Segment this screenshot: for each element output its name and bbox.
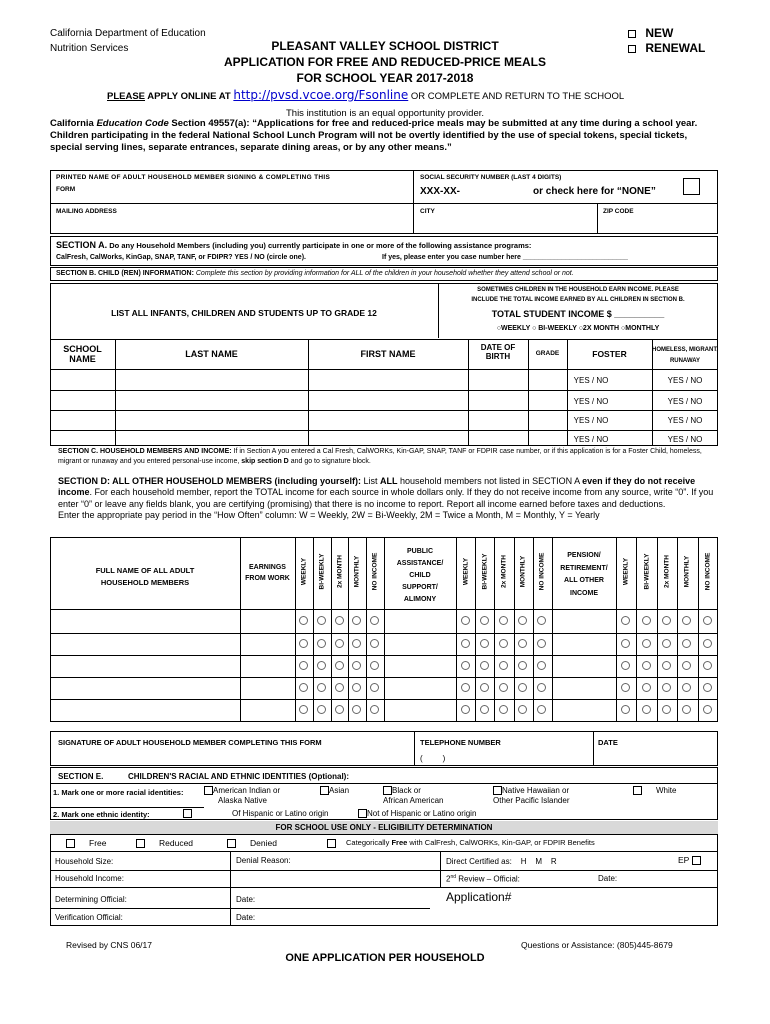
reduced-checkbox[interactable] (136, 839, 145, 848)
pension-freq-radio[interactable] (662, 639, 671, 648)
ed-code-part3: Section 49557(a): “Applications for free and reduced-price meals may be submitted at any time during a school year. Children participating in the federal National School Lunch Program will not be overtly identified by the use of special tokens, special tickets, special serving lines, separate entrances, separate dining areas, or by any other means.” (50, 118, 698, 153)
renewal-label: RENEWAL (645, 41, 706, 55)
pension-freq-radio[interactable] (642, 616, 651, 625)
public-freq-4-label: MONTHLY (519, 555, 527, 588)
reduced-option[interactable]: Reduced (136, 838, 193, 848)
public-freq-radio[interactable] (461, 616, 470, 625)
hawaiian-checkbox[interactable] (493, 786, 502, 795)
pension-freq-radio[interactable] (642, 683, 651, 692)
section-a-programs: CalFresh, CalWorks, KinGap, SNAP, TANF, or FDIPR? YES / NO (circle one). (56, 254, 306, 261)
denial-reason-label: Denial Reason: (236, 856, 291, 865)
free-checkbox[interactable] (66, 839, 75, 848)
ep-option[interactable]: EP (678, 855, 701, 865)
homeless-yesno-3[interactable]: YES / NO (667, 416, 703, 425)
apply-online-line (107, 88, 624, 102)
denied-checkbox[interactable] (227, 839, 236, 848)
child-income-note-1: SOMETIMES CHILDREN IN THE HOUSEHOLD EARN INCOME. PLEASE (477, 287, 679, 293)
section-b-desc: Complete this section by providing information for ALL of the children in your household whether they attend school or not. (193, 270, 574, 277)
section-e-title: SECTION E. (58, 772, 104, 781)
public-freq-radio[interactable] (499, 661, 508, 670)
race-american-indian[interactable]: American Indian or Alaska Native (204, 786, 280, 806)
pension-freq-5-label: NO INCOME (704, 552, 712, 591)
denied-option[interactable]: Denied (227, 838, 277, 848)
earnings-freq-radio[interactable] (335, 639, 344, 648)
printed-name-label: PRINTED NAME OF ADULT HOUSEHOLD MEMBER SIGNING & COMPLETING THIS (56, 174, 331, 181)
foster-yesno-3[interactable]: YES / NO (573, 416, 609, 425)
please-text: PLEASE (107, 91, 146, 102)
race-asian[interactable]: Asian (320, 786, 349, 795)
determining-official-label: Determining Official: (55, 895, 127, 904)
pension-freq-radio[interactable] (662, 661, 671, 670)
printed-name-field[interactable] (58, 193, 408, 203)
earnings-freq-radio[interactable] (317, 661, 326, 670)
pension-freq-radio[interactable] (662, 705, 671, 714)
col-last-name: LAST NAME (185, 349, 238, 359)
child-income-note-2: INCLUDE THE TOTAL INCOME EARNED BY ALL CHILDREN IN SECTION B. (471, 297, 685, 303)
new-checkbox[interactable] (628, 30, 636, 38)
homeless-yesno-2[interactable]: YES / NO (667, 397, 703, 406)
hispanic-label: Of Hispanic or Latino origin (232, 809, 329, 818)
application-title: APPLICATION FOR FREE AND REDUCED-PRICE MEALS (223, 55, 546, 69)
col-first-name: FIRST NAME (360, 349, 416, 359)
school-use-header: FOR SCHOOL USE ONLY - ELIGIBILITY DETERMINATION (275, 823, 493, 832)
zip-label: ZIP CODE (603, 208, 634, 215)
earnings-freq-radio[interactable] (317, 683, 326, 692)
col-school-name: SCHOOL NAME (63, 344, 102, 364)
none-check-label: or check here for “NONE” (533, 186, 656, 197)
school-year: FOR SCHOOL YEAR 2017-2018 (296, 71, 474, 85)
foster-yesno-2[interactable]: YES / NO (573, 397, 609, 406)
col-public-assistance: PUBLIC ASSISTANCE/ CHILD SUPPORT/ ALIMONY (396, 548, 444, 603)
section-d-text: SECTION D: ALL OTHER HOUSEHOLD MEMBERS (including yourself): List ALL household members not listed in SECTION A even if they do not receive income. For each household member, report the TOTAL income for each source in whole dollars only. If they do not receive income from any source, write “0”. If you enter “0” or leave any fields blank, you are certifying (promising) that there is no income to report. Report all income earned before taxes and deductions. Enter the appropriate pay period in the “How Often” column: W = Weekly, 2W = Bi-Weekly, 2M = Twice a Month, M = Monthly, Y = Yearly (58, 476, 714, 521)
categorical-option[interactable]: Categorically Free with CalFresh, CalWORKs, Kin-GAP, or FDPIR Benefits (327, 838, 595, 848)
apply-rest-text: OR COMPLETE AND RETURN TO THE SCHOOL (408, 91, 625, 102)
public-freq-radio[interactable] (480, 661, 489, 670)
section-c-body: If in Section A you entered a Cal Fresh, CalWORKs, Kin-GAP, SNAP, TANF or FDPIR case number, or if this application is for a Foster Child, homeless, migrant or runaway and you entered personal-use income, (58, 448, 702, 465)
pension-freq-radio[interactable] (642, 705, 651, 714)
mailing-address-label: MAILING ADDRESS (56, 208, 117, 215)
household-income-label: Household Income: (55, 874, 124, 883)
pension-freq-radio[interactable] (662, 616, 671, 625)
earnings-freq-radio[interactable] (299, 705, 308, 714)
household-size-label: Household Size: (55, 857, 114, 866)
section-b-title-line (56, 270, 574, 277)
public-freq-radio[interactable] (499, 639, 508, 648)
col-homeless: HOMELESS, MIGRANT, RUNAWAY (652, 347, 719, 364)
earnings-freq-radio[interactable] (299, 616, 308, 625)
ethnic-unlabeled-checkbox[interactable] (183, 809, 192, 818)
apply-online-text: APPLY ONLINE AT (145, 91, 231, 102)
earnings-freq-2-label: BI-WEEKLY (318, 553, 326, 590)
revised-note: Revised by CNS 06/17 (66, 940, 152, 950)
black-checkbox[interactable] (383, 786, 392, 795)
list-children-label: LIST ALL INFANTS, CHILDREN AND STUDENTS UP TO GRADE 12 (111, 308, 377, 318)
renewal-option[interactable] (628, 41, 705, 55)
earnings-freq-radio[interactable] (299, 639, 308, 648)
pension-freq-radio[interactable] (642, 661, 651, 670)
earnings-freq-radio[interactable] (317, 705, 326, 714)
white-checkbox[interactable] (633, 786, 642, 795)
section-a-title: SECTION A. (56, 240, 108, 250)
asian-checkbox[interactable] (320, 786, 329, 795)
col-foster: FOSTER (592, 349, 627, 359)
date-label: DATE (598, 738, 618, 747)
section-a-question (56, 240, 531, 250)
mailing-address-field[interactable] (56, 218, 406, 232)
earnings-freq-radio[interactable] (317, 639, 326, 648)
section-c-skip: skip section D (241, 458, 289, 465)
earnings-freq-radio[interactable] (317, 616, 326, 625)
application-number-label: Application# (446, 890, 512, 904)
education-code-text (50, 118, 720, 154)
public-freq-radio[interactable] (499, 705, 508, 714)
direct-certified-label: Direct Certified as: H M R (446, 857, 557, 866)
services-name: Nutrition Services (50, 43, 129, 54)
earnings-freq-radio[interactable] (335, 683, 344, 692)
public-freq-radio[interactable] (480, 705, 489, 714)
signature-label: SIGNATURE OF ADULT HOUSEHOLD MEMBER COMPLETING THIS FORM (58, 738, 322, 747)
public-freq-1-label: WEEKLY (462, 557, 470, 586)
not-hispanic-option[interactable]: Not of Hispanic or Latino origin (358, 809, 476, 818)
public-freq-radio[interactable] (480, 639, 489, 648)
pension-freq-radio[interactable] (642, 639, 651, 648)
new-label: NEW (645, 26, 674, 40)
phone-label: TELEPHONE NUMBER (420, 738, 501, 747)
homeless-yesno-4[interactable]: YES / NO (667, 435, 703, 444)
public-freq-radio[interactable] (499, 616, 508, 625)
public-freq-radio[interactable] (461, 661, 470, 670)
earnings-freq-radio[interactable] (299, 683, 308, 692)
section-b-title: SECTION B. CHILD (REN) INFORMATION: (56, 270, 194, 277)
free-option[interactable]: Free (66, 838, 106, 848)
printed-name-label-2: FORM (56, 186, 76, 193)
not-hispanic-checkbox[interactable] (358, 809, 367, 818)
earnings-freq-4-label: MONTHLY (353, 555, 361, 588)
second-review-date-label: Date: (598, 874, 618, 883)
homeless-yesno-1[interactable]: YES / NO (667, 376, 703, 385)
section-c-body2: and go to signature block. (288, 458, 371, 465)
ssn-none-checkbox[interactable] (683, 178, 700, 195)
zip-field[interactable] (603, 218, 713, 232)
city-label: CITY (420, 208, 435, 215)
verification-date-label: Date: (236, 913, 256, 922)
american-indian-checkbox[interactable] (204, 786, 213, 795)
pay-period-legend: Enter the appropriate pay period in the “How Often” column: W = Weekly, 2W = Bi-Weekly, 2M = Twice a Month, M = Monthly, Y = Yearly (58, 510, 600, 521)
ethnic-question: 2. Mark one ethnic identity: (53, 810, 150, 819)
total-student-income[interactable]: TOTAL STUDENT INCOME $ __________ (491, 309, 665, 319)
public-freq-radio[interactable] (461, 639, 470, 648)
dept-name: California Department of Education (50, 28, 206, 39)
second-review-label: 2nd Review – Official: (446, 874, 520, 884)
one-application-note: ONE APPLICATION PER HOUSEHOLD (285, 952, 485, 964)
section-e-subtitle: CHILDREN'S RACIAL AND ETHNIC IDENTITIES (Optional): (128, 772, 350, 781)
pension-freq-4-label: MONTHLY (683, 555, 691, 588)
pension-freq-radio[interactable] (703, 639, 712, 648)
public-freq-radio[interactable] (461, 705, 470, 714)
section-c-text (58, 447, 718, 467)
public-freq-radio[interactable] (480, 616, 489, 625)
pension-freq-radio[interactable] (703, 683, 712, 692)
col-dob: DATE OF BIRTH (480, 343, 516, 361)
ed-code-part1: California (50, 118, 97, 129)
col-adult-name: FULL NAME OF ALL ADULT HOUSEHOLD MEMBERS (95, 566, 195, 587)
earnings-freq-5-label: NO INCOME (371, 552, 379, 591)
ssn-value[interactable]: XXX-XX- (420, 186, 461, 197)
section-a-question-text: Do any Household Members (including you) currently participate in one or more of the following assistance programs: (107, 241, 532, 250)
pension-freq-2-label: BI-WEEKLY (643, 553, 651, 590)
col-grade: GRADE (535, 350, 560, 357)
earnings-freq-1-label: WEEKLY (300, 557, 308, 586)
new-option[interactable] (628, 26, 673, 40)
race-white[interactable]: White (633, 786, 676, 795)
foster-yesno-1[interactable]: YES / NO (573, 376, 609, 385)
earnings-freq-3-label: 2x MONTH (336, 555, 343, 588)
ed-code-part2: Education Code (96, 118, 169, 129)
earnings-freq-radio[interactable] (335, 616, 344, 625)
public-freq-radio[interactable] (480, 683, 489, 692)
pension-freq-radio[interactable] (662, 683, 671, 692)
public-freq-radio[interactable] (461, 683, 470, 692)
questions-contact: Questions or Assistance: (805)445-8679 (521, 940, 673, 950)
race-hawaiian[interactable]: Native Hawaiian or Other Pacific Islander (493, 786, 570, 805)
foster-yesno-4[interactable]: YES / NO (573, 435, 609, 444)
public-freq-5-label: NO INCOME (538, 552, 546, 591)
public-freq-3-label: 2x MONTH (500, 555, 508, 588)
section-c-title: SECTION C. HOUSEHOLD MEMBERS AND INCOME: (58, 448, 232, 455)
race-black[interactable]: Black or African American (383, 786, 444, 805)
verification-official-label: Verification Official: (55, 913, 123, 922)
case-number-field[interactable]: If yes, please enter you case number here ___________________________ (382, 254, 628, 261)
pension-freq-radio[interactable] (703, 661, 712, 670)
col-pension: PENSION/ RETIREMENT/ ALL OTHER INCOME (560, 552, 608, 597)
pension-freq-radio[interactable] (703, 616, 712, 625)
pension-freq-radio[interactable] (703, 705, 712, 714)
col-earnings: EARNINGS FROM WORK (245, 564, 290, 582)
renewal-checkbox[interactable] (628, 45, 636, 53)
phone-field[interactable]: ( ) (420, 754, 446, 763)
earnings-freq-radio[interactable] (335, 661, 344, 670)
race-question: 1. Mark one or more racial identities: (53, 788, 184, 797)
categorical-checkbox[interactable] (327, 839, 336, 848)
earnings-freq-radio[interactable] (299, 661, 308, 670)
section-d-title: SECTION D: ALL OTHER HOUSEHOLD MEMBERS (including yourself): (58, 476, 362, 486)
public-freq-2-label: BI-WEEKLY (481, 553, 489, 590)
signature-field[interactable] (58, 750, 408, 764)
ep-checkbox[interactable] (692, 856, 701, 865)
student-income-frequency[interactable]: ○WEEKLY ○ BI-WEEKLY ○2X MONTH ○MONTHLY (496, 325, 660, 332)
equal-opportunity: This institution is an equal opportunity provider. (285, 108, 485, 119)
determining-date-label: Date: (236, 895, 256, 904)
apply-url-link[interactable]: http://pvsd.vcoe.org/Fsonline (233, 88, 409, 102)
pension-freq-3-label: 2x MONTH (663, 555, 671, 588)
earnings-freq-radio[interactable] (335, 705, 344, 714)
ssn-label: SOCIAL SECURITY NUMBER (LAST 4 DIGITS) (420, 174, 562, 181)
public-freq-radio[interactable] (499, 683, 508, 692)
city-field[interactable] (420, 218, 590, 232)
district-title: PLEASANT VALLEY SCHOOL DISTRICT (271, 39, 499, 53)
pension-freq-1-label: WEEKLY (622, 557, 630, 586)
